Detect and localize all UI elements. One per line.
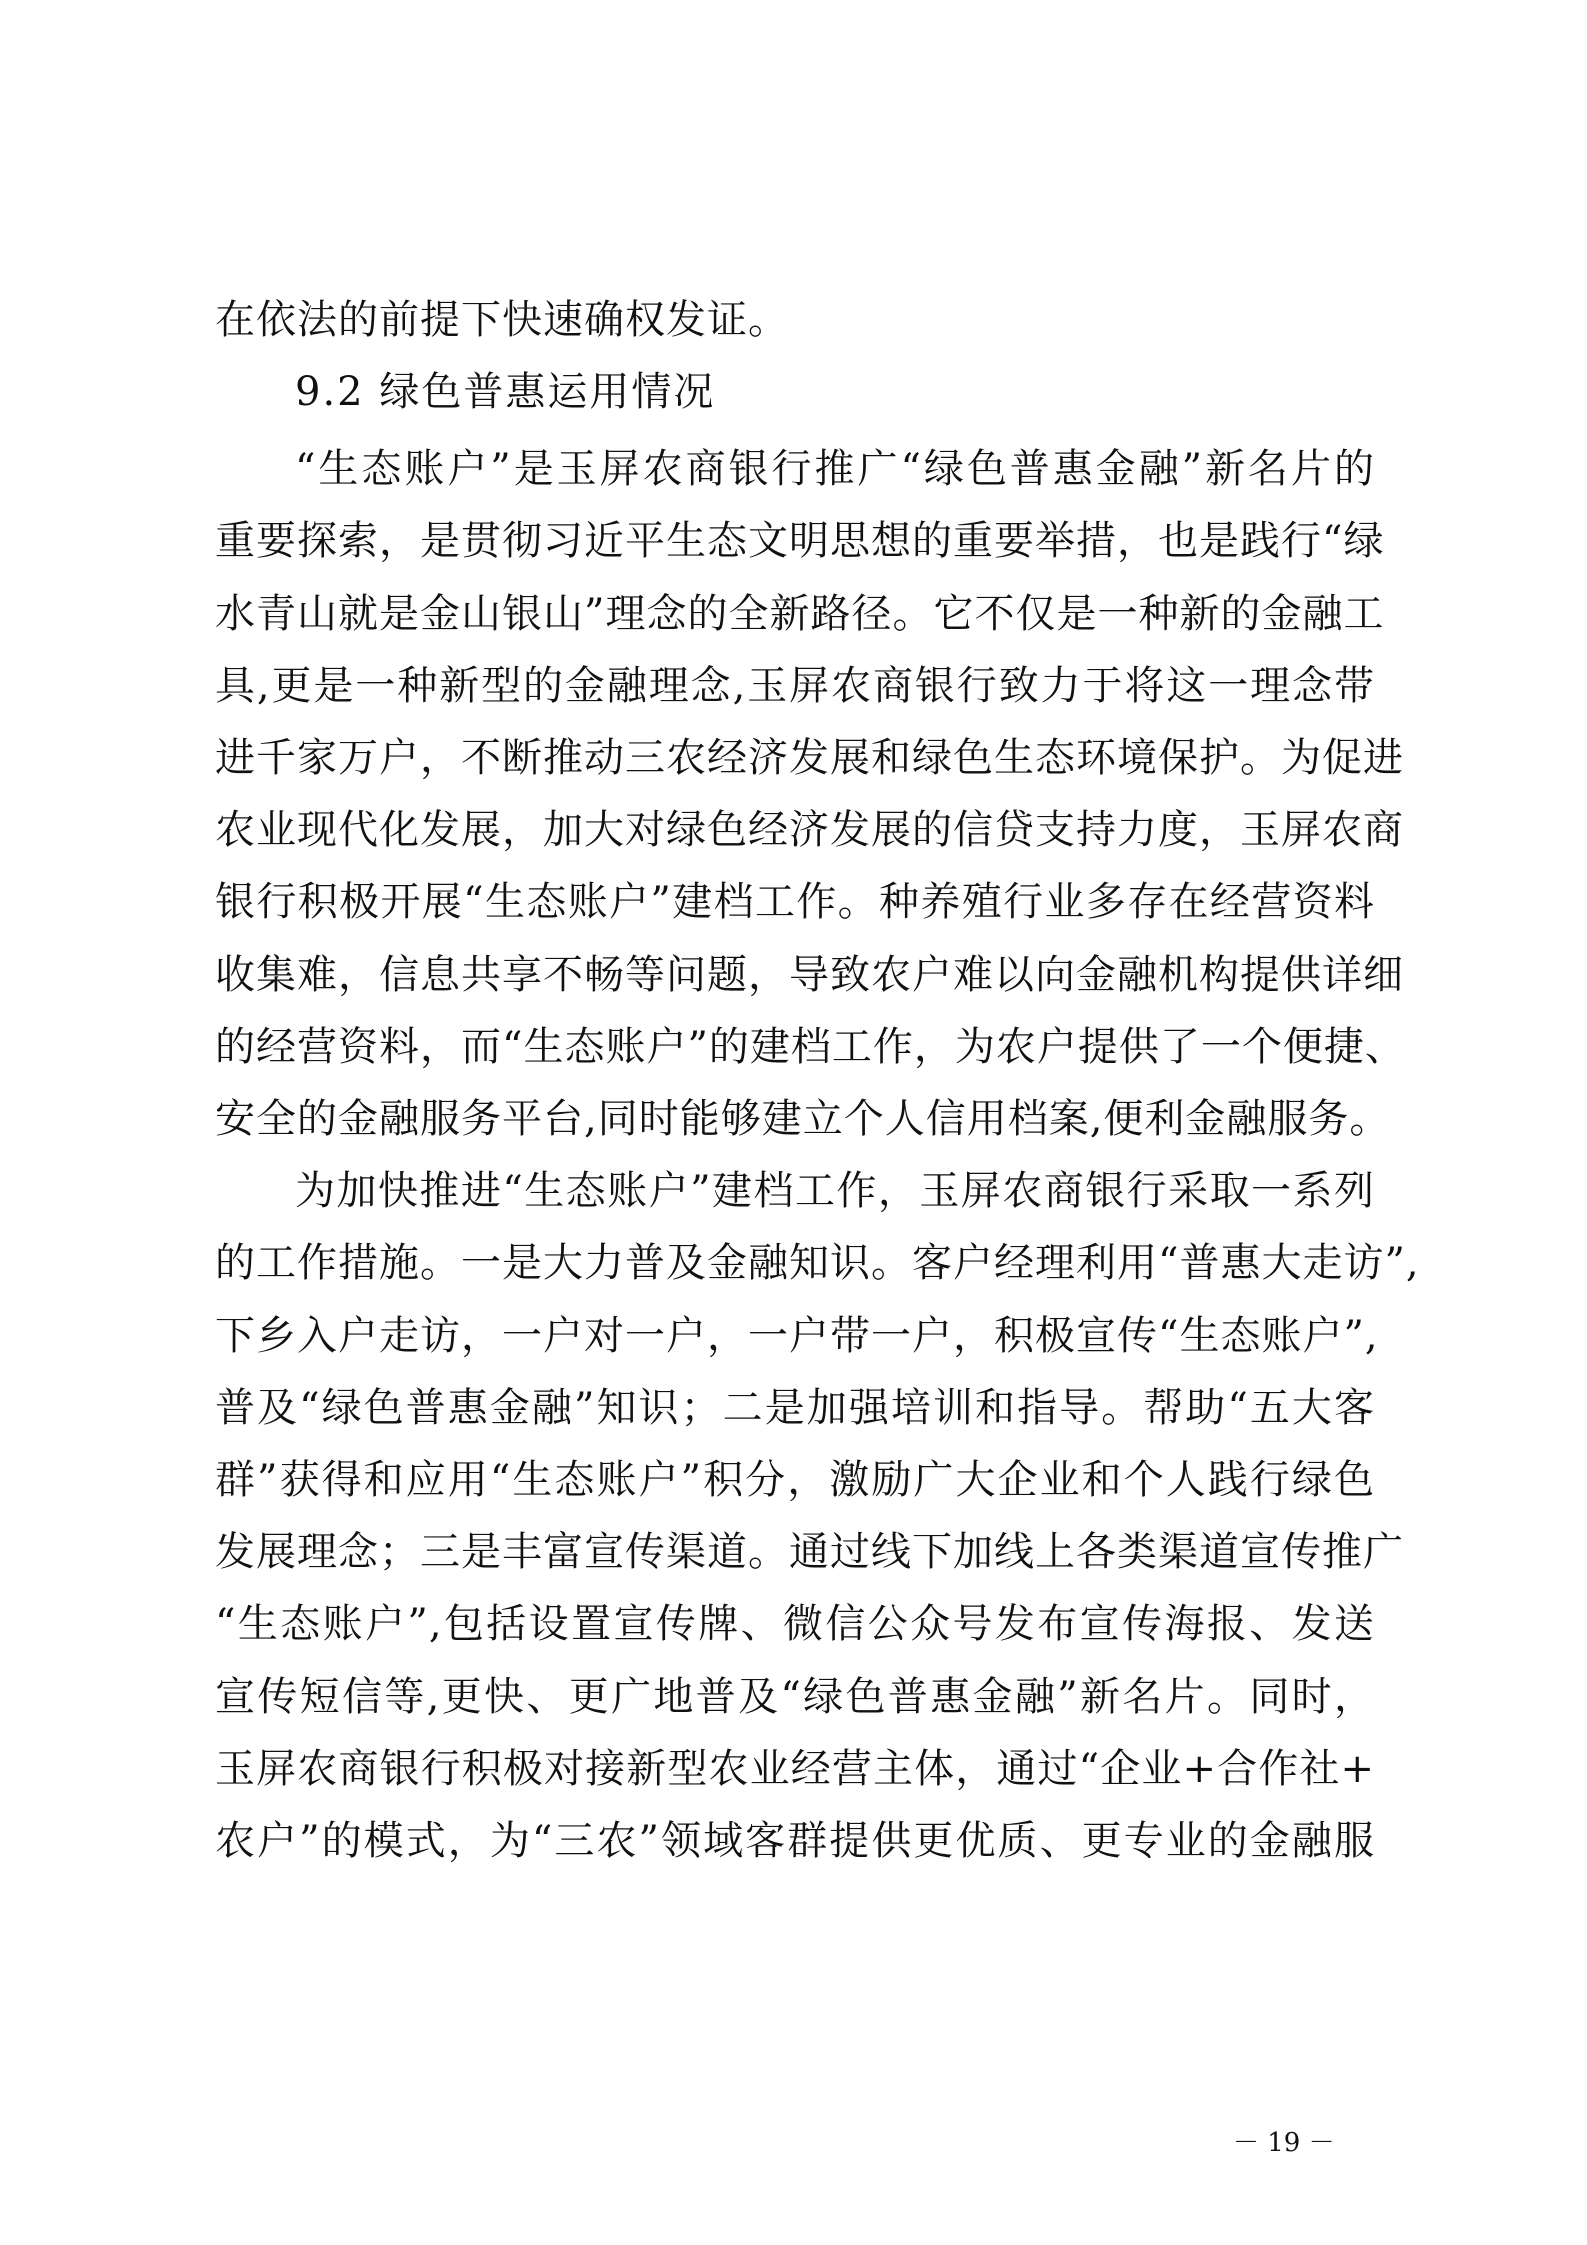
carryover-line: 在依法的前提下快速确权发证。 <box>215 297 789 343</box>
paragraph-line: 发展理念；三是丰富宣传渠道。通过线下加线上各类渠道宣传推广 <box>215 1529 1404 1575</box>
paragraph-line: 宣传短信等,更快、更广地普及“绿色普惠金融”新名片。同时， <box>215 1674 1375 1720</box>
paragraph-line: 群”获得和应用“生态账户”积分，激励广大企业和个人践行绿色 <box>215 1457 1375 1503</box>
paragraph-line: 重要探索，是贯彻习近平生态文明思想的重要举措，也是践行“绿 <box>215 518 1385 564</box>
paragraph-line: 的工作措施。一是大力普及金融知识。客户经理利用“普惠大走访”, <box>215 1240 1420 1286</box>
paragraph-line: 普及“绿色普惠金融”知识；二是加强培训和指导。帮助“五大客 <box>215 1385 1375 1431</box>
paragraph-line: 下乡入户走访，一户对一户，一户带一户，积极宣传“生态账户”, <box>215 1313 1379 1359</box>
paragraph-line: 为加快推进“生态账户”建档工作，玉屏农商银行采取一系列 <box>295 1168 1375 1214</box>
paragraph-line: 农业现代化发展，加大对绿色经济发展的信贷支持力度，玉屏农商 <box>215 807 1404 853</box>
paragraph-line: 银行积极开展“生态账户”建档工作。种养殖行业多存在经营资料 <box>215 879 1375 925</box>
paragraph-line: “生态账户”,包括设置宣传牌、微信公众号发布宣传海报、发送 <box>215 1601 1375 1647</box>
page-number: － 19 － <box>1233 2128 1335 2158</box>
paragraph-line: “生态账户”是玉屏农商银行推广“绿色普惠金融”新名片的 <box>295 446 1375 492</box>
paragraph-line: 玉屏农商银行积极对接新型农业经营主体，通过“企业+合作社+ <box>215 1746 1375 1792</box>
paragraph-line: 具,更是一种新型的金融理念,玉屏农商银行致力于将这一理念带 <box>215 663 1375 709</box>
paragraph-line: 的经营资料，而“生态账户”的建档工作，为农户提供了一个便捷、 <box>215 1024 1406 1070</box>
paragraph-line: 农户”的模式，为“三农”领域客群提供更优质、更专业的金融服 <box>215 1818 1375 1864</box>
paragraph-line: 进千家万户，不断推动三农经济发展和绿色生态环境保护。为促进 <box>215 735 1404 781</box>
paragraph-line: 安全的金融服务平台,同时能够建立个人信用档案,便利金融服务。 <box>215 1096 1391 1142</box>
section-heading: 9.2 绿色普惠运用情况 <box>295 369 716 415</box>
paragraph-line: 水青山就是金山银山”理念的全新路径。它不仅是一种新的金融工 <box>215 591 1385 637</box>
paragraph-line: 收集难，信息共享不畅等问题，导致农户难以向金融机构提供详细 <box>215 952 1404 998</box>
